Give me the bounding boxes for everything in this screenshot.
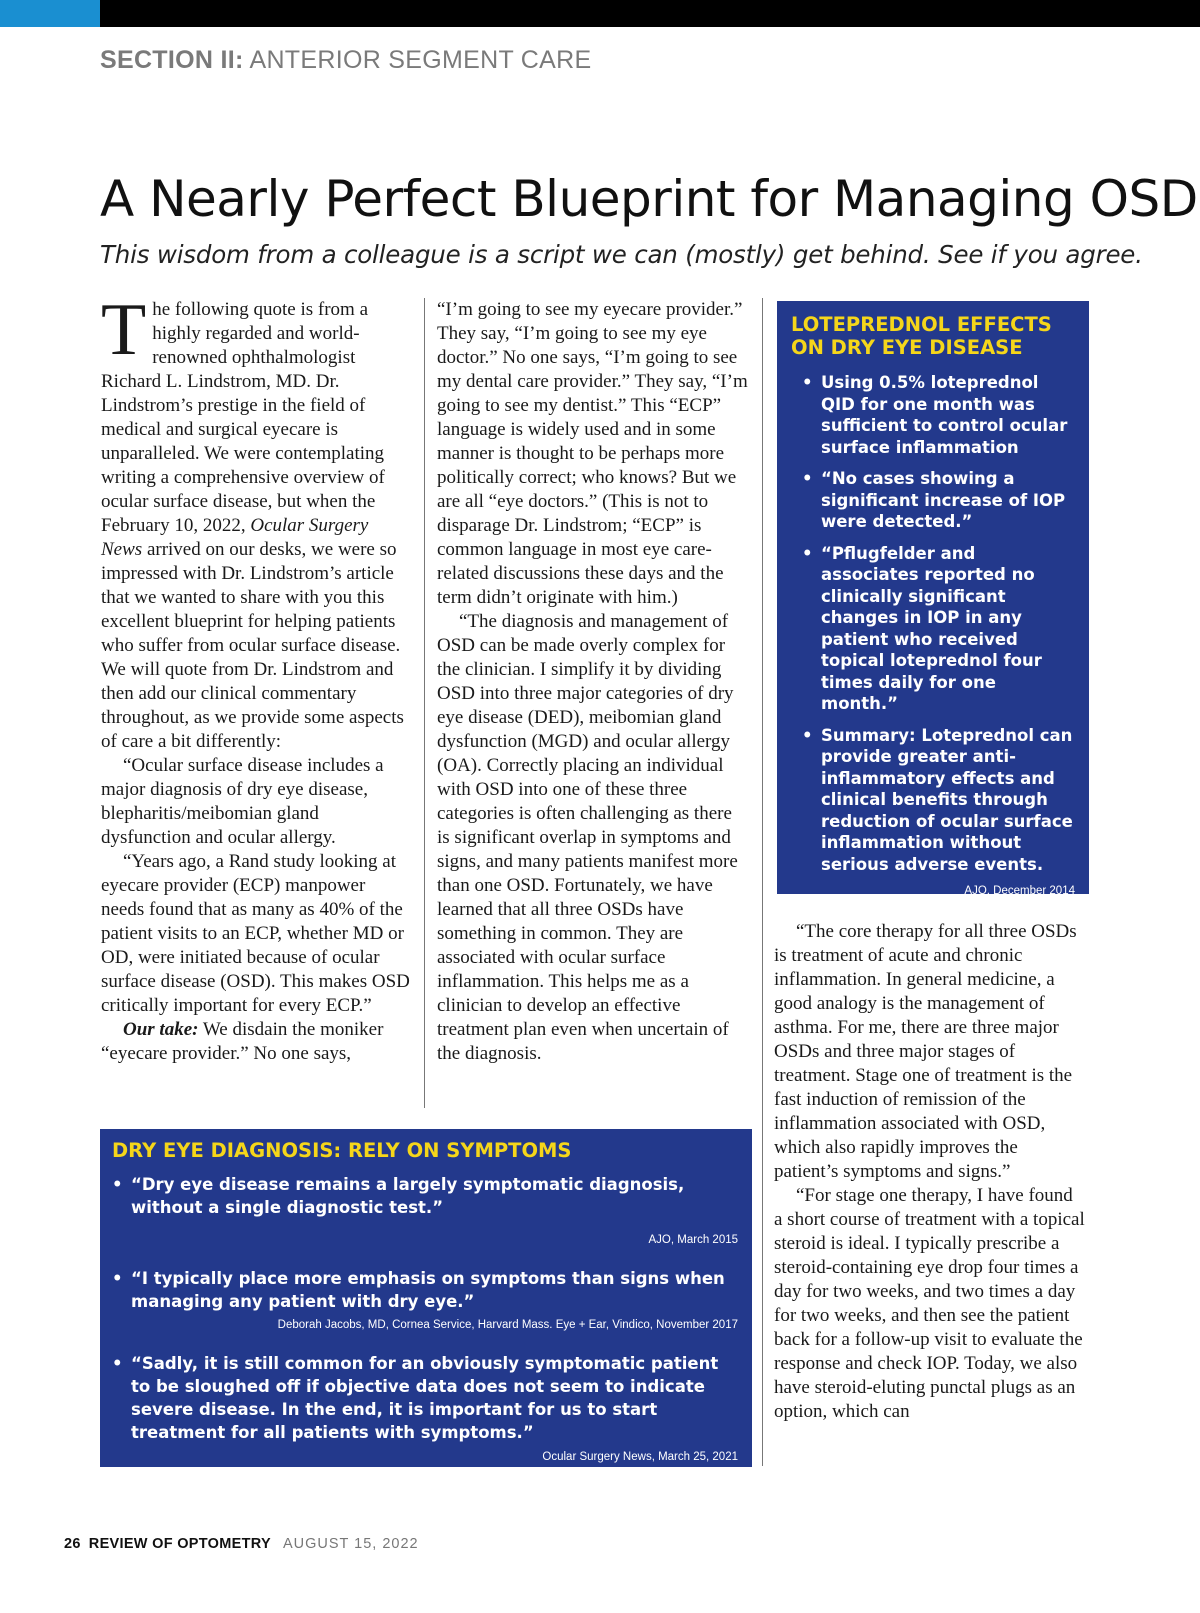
sidebar-bullet: • Summary: Loteprednol can provide greater anti-inflammatory effects and clinical benefits through reduction of ocular surface inflammation without serious adverse events.: [821, 725, 1075, 876]
sidebar-bullet-list: [791, 372, 1075, 875]
quote-citation: Deborah Jacobs, MD, Cornea Service, Harvard Mass. Eye + Ear, Vindico, November 2017: [277, 1319, 738, 1331]
quote-citation: AJO, March 2015: [648, 1234, 738, 1246]
paragraph: “For stage one therapy, I have found a short course of treatment with a topical steroid is ideal. I typically prescribe a steroid-containing eye drop four times a day for two weeks, and two times a day for two weeks, and then see the patient back for a follow-up visit to evaluate the response and check IOP. Today, we also have steroid-eluting punctal plugs as an option, which can: [774, 1185, 1085, 1422]
section-header: [100, 46, 591, 75]
sidebar-heading: DRY EYE DIAGNOSIS: RELY ON SYMPTOMS: [112, 1139, 572, 1162]
article-title: A Nearly Perfect Blueprint for Managing OSD: [100, 170, 1198, 228]
sidebar-dry-eye-diagnosis: [100, 1129, 752, 1467]
sidebar-citation: AJO, December 2014: [964, 885, 1075, 897]
paragraph-our-take: Our take: We disdain the moniker “eyecare provider.” No one says,: [101, 1019, 384, 1064]
paragraph-intro: The following quote is from a highly regarded and world-renowned ophthalmologist Richard L. Lindstrom, MD. Dr. Lindstrom’s prestige in the field of medical and surgical eyecare is unparalleled. We were contemplating writing a comprehensive overview of ocular surface disease, but when the February 10, 2022, Ocular Surgery News arrived on our desks, we were so impressed with Dr. Lindstrom’s article that we wanted to share with you this excellent blueprint for helping patients who suffer from ocular surface disease. We will quote from Dr. Lindstrom and then add our clinical commentary throughout, as we provide some aspects of care a bit differently:: [101, 289, 404, 752]
issue-date: AUGUST 15, 2022: [282, 1536, 419, 1552]
column-1: [101, 289, 412, 1066]
sidebar-bullet: • “Pflugfelder and associates reported no clinically significant changes in IOP in any patient who received topical loteprednol four times daily for one month.”: [821, 543, 1075, 715]
page-number: 26: [64, 1536, 81, 1552]
quote-citation: Ocular Surgery News, March 25, 2021: [542, 1451, 738, 1463]
paragraph: “I’m going to see my eyecare provider.” They say, “I’m going to see my eye doctor.” No one says, “I’m going to see my dental care provider.” They say, “I’m going to see my dentist.” This “ECP” language is widely used and in some manner is thought to be perhaps more politically correct; who knows? But we are all “eye doctors.” (This is not to disparage Dr. Lindstrom; “ECP” is common language in most eye care-related discussions these days and the term didn’t originate with him.): [437, 299, 748, 608]
publication-name: REVIEW OF OPTOMETRY: [88, 1536, 271, 1552]
quote-text: “I typically place more emphasis on symptoms than signs when managing any patient with dry eye.”: [131, 1269, 725, 1311]
column-2: [437, 298, 748, 1066]
column-divider: [424, 298, 425, 1108]
column-3: [774, 920, 1085, 1424]
paragraph: “Ocular surface disease includes a major diagnosis of dry eye disease, blepharitis/meibomian gland dysfunction and ocular allergy.: [101, 755, 384, 848]
sidebar-loteprednol: [777, 301, 1089, 897]
quote-item: [131, 1173, 738, 1252]
paragraph: “Years ago, a Rand study looking at eyecare provider (ECP) manpower needs found that as many as 40% of the patient visits to an ECP, whether MD or OD, were initiated because of ocular surface disease (OSD). This makes OSD critically important for every ECP.”: [101, 851, 410, 1016]
sidebar-bullet: • Using 0.5% loteprednol QID for one month was sufficient to control ocular surface inflammation: [821, 372, 1075, 458]
paragraph: “The diagnosis and management of OSD can be made overly complex for the clinician. I simplify it by dividing OSD into three major categories of dry eye disease (DED), meibomian gland dysfunction (MGD) and ocular allergy (OA). Correctly placing an individual with OSD into one of these three categories is often challenging as there is significant overlap in symptoms and signs, and many patients manifest more than one OSD. Fortunately, we have learned that all three OSDs have something in common. They are associated with ocular surface inflammation. This helps me as a clinician to develop an effective treatment plan even when uncertain of the diagnosis.: [437, 611, 738, 1064]
sidebar-heading: LOTEPREDNOL EFFECTS ON DRY EYE DISEASE: [791, 313, 1052, 359]
column-divider: [762, 298, 763, 1466]
quote-item: [131, 1267, 738, 1337]
quote-text: “Dry eye disease remains a largely symptomatic diagnosis, without a single diagnostic test.”: [131, 1175, 685, 1217]
section-name: ANTERIOR SEGMENT CARE: [249, 46, 592, 74]
section-label: SECTION II:: [100, 46, 244, 74]
top-bar: [0, 0, 1200, 27]
quote-item: [131, 1352, 738, 1469]
section-color-tab: [0, 0, 100, 27]
drop-cap: T: [101, 289, 147, 371]
paragraph: “The core therapy for all three OSDs is treatment of acute and chronic inflammation. In general medicine, a good analogy is the management of asthma. For me, there are three major OSDs and three major stages of treatment. Stage one of treatment is the fast induction of remission of the inflammation associated with OSD, which also rapidly improves the patient’s symptoms and signs.”: [774, 921, 1077, 1182]
quote-text: “Sadly, it is still common for an obviously symptomatic patient to be sloughed off if objective data does not seem to indicate severe disease. In the end, it is important for us to start treatment for all patients with symptoms.”: [131, 1354, 719, 1442]
quote-list: [112, 1173, 738, 1469]
journal-name: Ocular Surgery News: [101, 515, 369, 560]
our-take-label: Our take:: [123, 1019, 199, 1040]
sidebar-bullet: • “No cases showing a significant increase of IOP were detected.”: [821, 468, 1075, 533]
article-subtitle: This wisdom from a colleague is a script we can (mostly) get behind. See if you agree.: [100, 240, 1143, 269]
page-footer: [64, 1536, 419, 1552]
